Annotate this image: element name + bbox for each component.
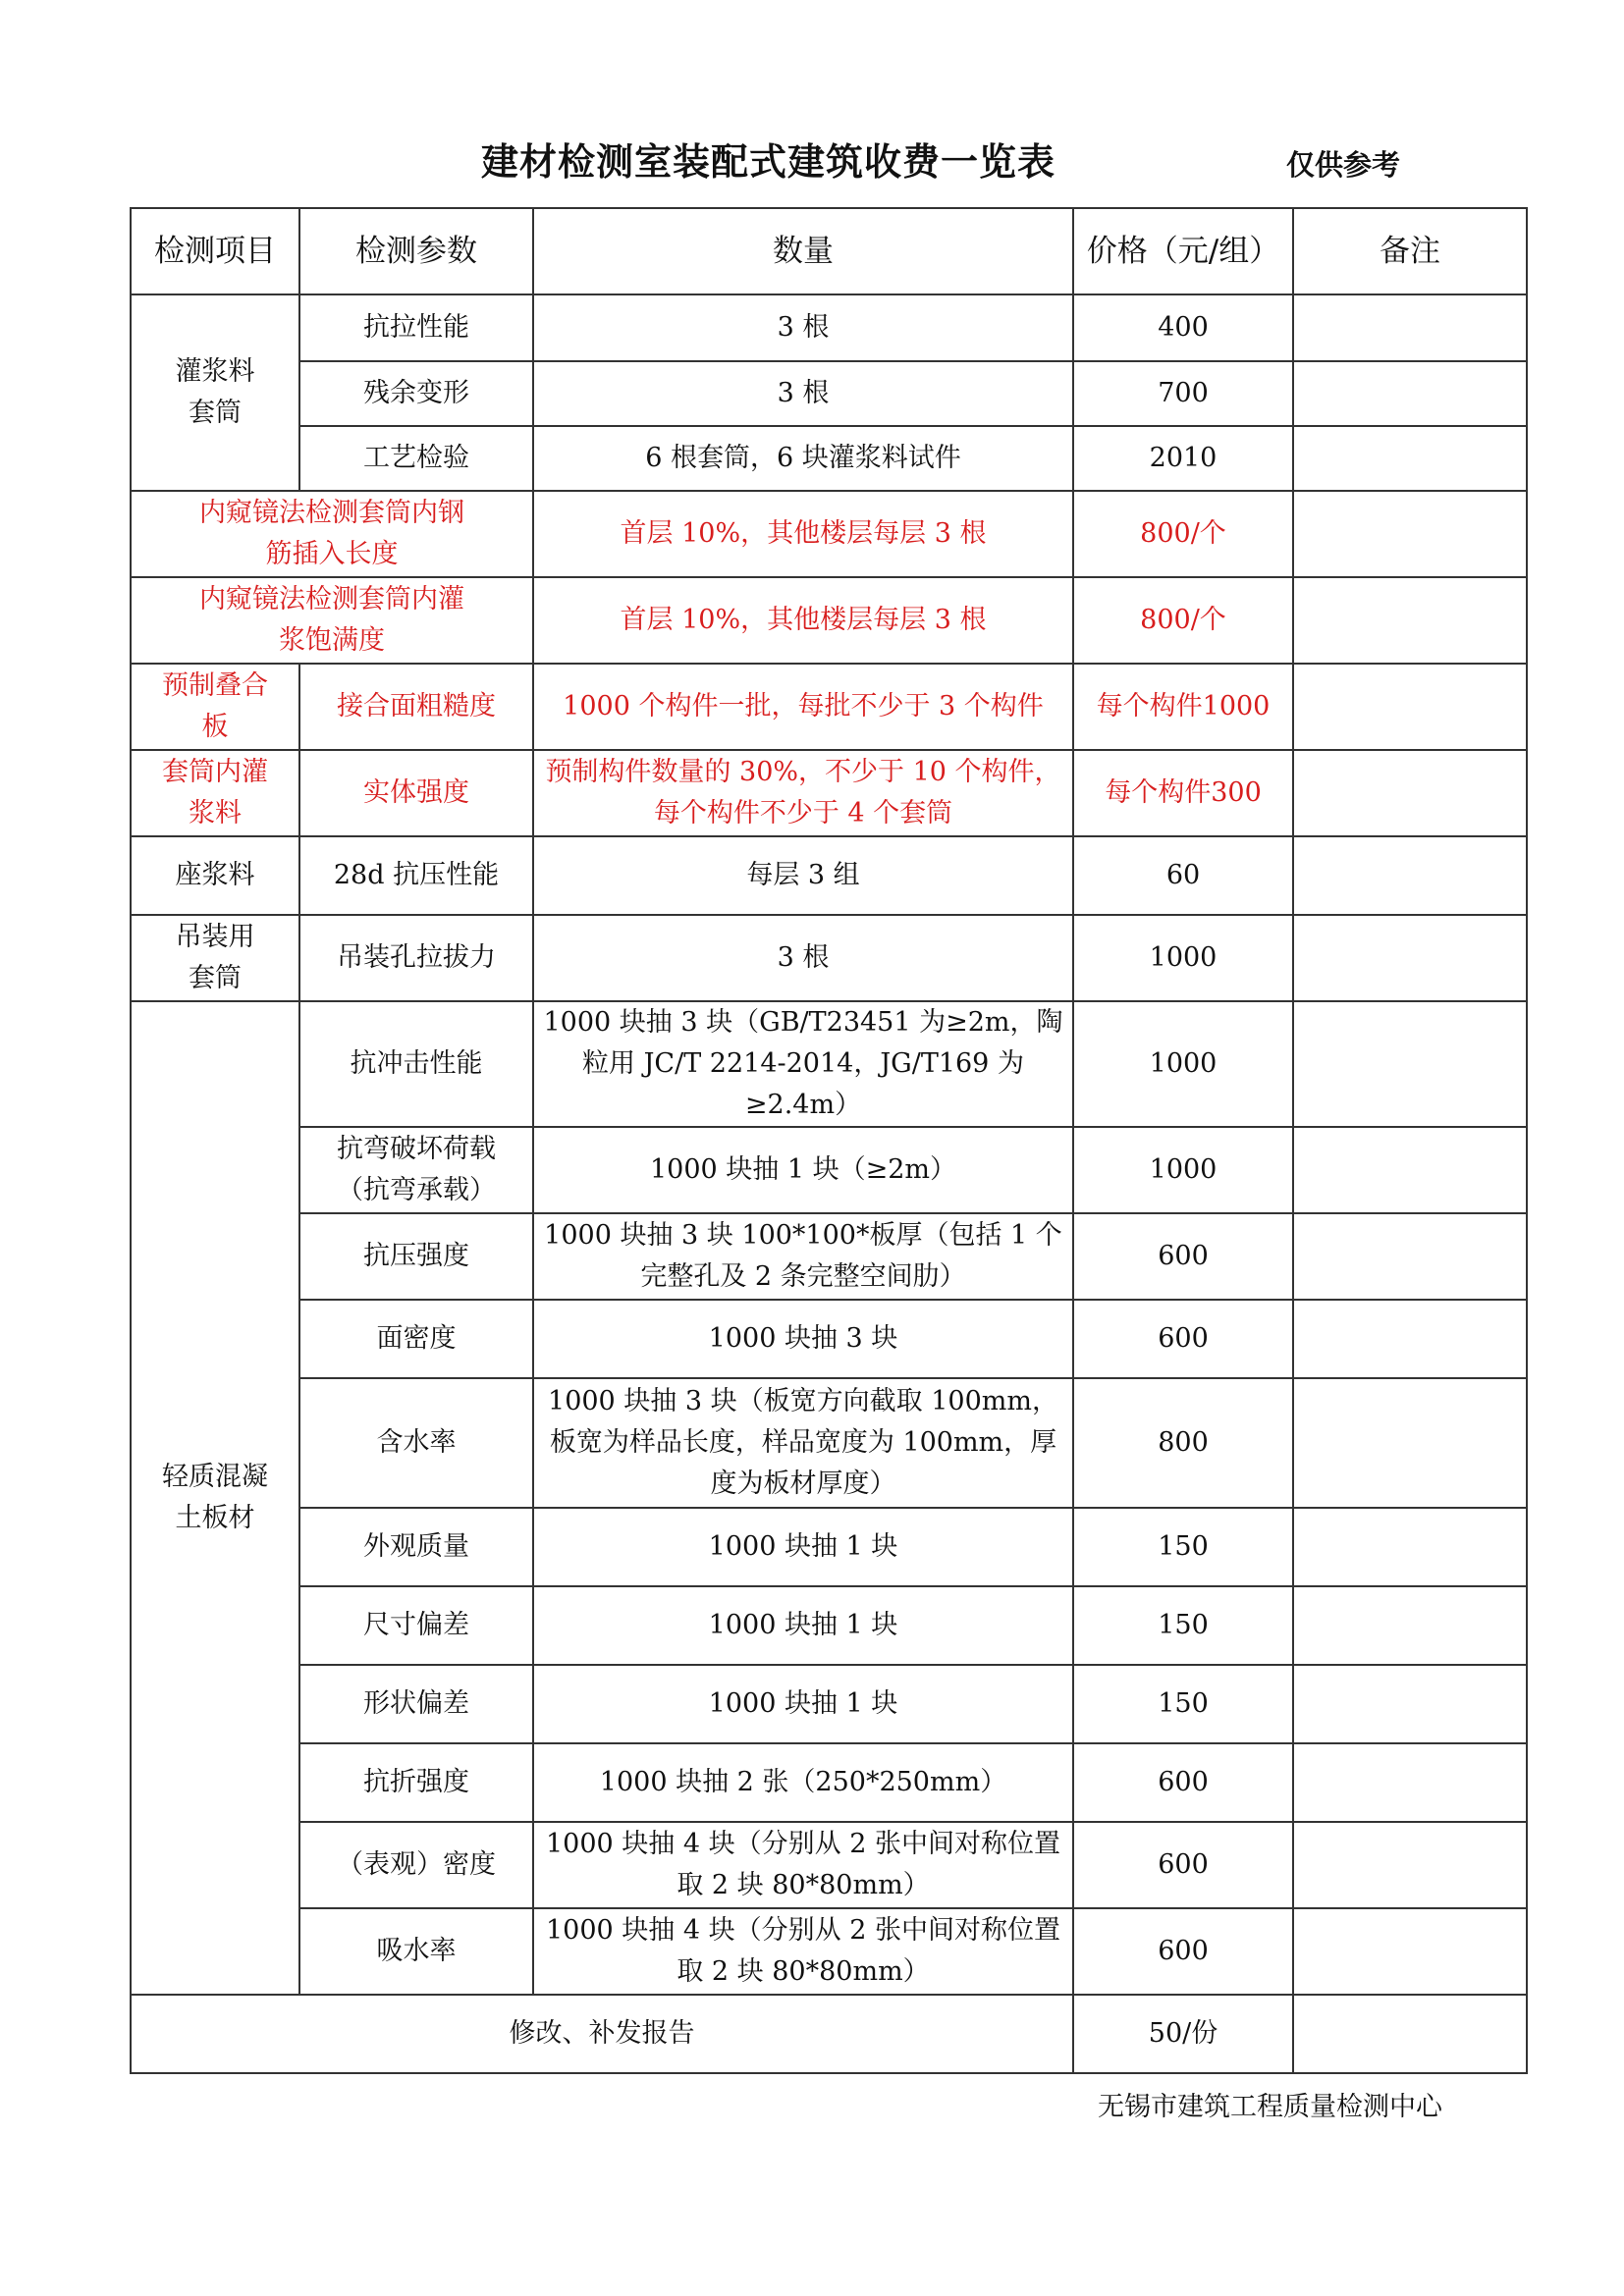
param-cell: 含水率 bbox=[299, 1378, 533, 1508]
remark-cell bbox=[1293, 1743, 1527, 1822]
price-cell: 1000 bbox=[1073, 915, 1293, 1001]
remark-cell bbox=[1293, 1822, 1527, 1908]
qty-cell: 预制构件数量的 30%，不少于 10 个构件，每个构件不少于 4 个套筒 bbox=[533, 750, 1073, 836]
remark-cell bbox=[1293, 1300, 1527, 1378]
table-header-row bbox=[131, 208, 1527, 294]
table-row bbox=[131, 1665, 1527, 1743]
qty-cell: 每层 3 组 bbox=[533, 836, 1073, 915]
remark-cell bbox=[1293, 1586, 1527, 1665]
qty-cell: 1000 块抽 1 块 bbox=[533, 1665, 1073, 1743]
qty-cell: 3 根 bbox=[533, 915, 1073, 1001]
price-cell: 800/个 bbox=[1073, 491, 1293, 577]
table-row bbox=[131, 1586, 1527, 1665]
price-cell: 每个构件1000 bbox=[1073, 664, 1293, 750]
qty-cell: 1000 块抽 3 块（板宽方向截取 100mm，板宽为样品长度，样品宽度为 100mm，厚度为板材厚度） bbox=[533, 1378, 1073, 1508]
param-cell: 抗压强度 bbox=[299, 1213, 533, 1300]
item-cell: 座浆料 bbox=[131, 836, 299, 915]
remark-cell bbox=[1293, 1508, 1527, 1586]
table-row bbox=[131, 294, 1527, 361]
remark-cell bbox=[1293, 915, 1527, 1001]
param-cell: 28d 抗压性能 bbox=[299, 836, 533, 915]
table-row bbox=[131, 1213, 1527, 1300]
price-cell: 800/个 bbox=[1073, 577, 1293, 664]
remark-cell bbox=[1293, 1665, 1527, 1743]
remark-cell bbox=[1293, 1995, 1527, 2073]
issuer-footer: 无锡市建筑工程质量检测中心 bbox=[1098, 2092, 1442, 2122]
remark-cell bbox=[1293, 836, 1527, 915]
reference-note: 仅供参考 bbox=[1286, 148, 1401, 182]
param-cell: 实体强度 bbox=[299, 750, 533, 836]
price-cell: 400 bbox=[1073, 294, 1293, 361]
remark-cell bbox=[1293, 361, 1527, 426]
param-cell: 形状偏差 bbox=[299, 1665, 533, 1743]
table-row bbox=[131, 1908, 1527, 1995]
remark-cell bbox=[1293, 664, 1527, 750]
price-cell: 每个构件300 bbox=[1073, 750, 1293, 836]
qty-cell: 1000 块抽 2 张（250*250mm） bbox=[533, 1743, 1073, 1822]
price-cell: 600 bbox=[1073, 1743, 1293, 1822]
table-row bbox=[131, 1001, 1527, 1127]
table-row bbox=[131, 1822, 1527, 1908]
item-cell: 套筒内灌浆料 bbox=[131, 750, 299, 836]
qty-cell: 首层 10%，其他楼层每层 3 根 bbox=[533, 491, 1073, 577]
remark-cell bbox=[1293, 491, 1527, 577]
price-cell: 50/份 bbox=[1073, 1995, 1293, 2073]
header-qty: 数量 bbox=[533, 208, 1073, 294]
price-cell: 600 bbox=[1073, 1908, 1293, 1995]
param-cell: 外观质量 bbox=[299, 1508, 533, 1586]
table-row bbox=[131, 1127, 1527, 1213]
param-cell: 吊装孔拉拔力 bbox=[299, 915, 533, 1001]
remark-cell bbox=[1293, 1127, 1527, 1213]
header-item: 检测项目 bbox=[131, 208, 299, 294]
table-row bbox=[131, 750, 1527, 836]
table-row bbox=[131, 1995, 1527, 2073]
table-row bbox=[131, 1508, 1527, 1586]
price-cell: 600 bbox=[1073, 1213, 1293, 1300]
param-cell: 尺寸偏差 bbox=[299, 1586, 533, 1665]
param-cell: 接合面粗糙度 bbox=[299, 664, 533, 750]
qty-cell: 1000 块抽 1 块 bbox=[533, 1586, 1073, 1665]
fee-table bbox=[130, 207, 1528, 2074]
qty-cell: 1000 个构件一批，每批不少于 3 个构件 bbox=[533, 664, 1073, 750]
remark-cell bbox=[1293, 294, 1527, 361]
param-cell: 抗拉性能 bbox=[299, 294, 533, 361]
price-cell: 600 bbox=[1073, 1300, 1293, 1378]
price-cell: 150 bbox=[1073, 1586, 1293, 1665]
table-row bbox=[131, 361, 1527, 426]
qty-cell: 1000 块抽 1 块 bbox=[533, 1508, 1073, 1586]
header-remark: 备注 bbox=[1293, 208, 1527, 294]
table-row bbox=[131, 1743, 1527, 1822]
remark-cell bbox=[1293, 577, 1527, 664]
table-row bbox=[131, 836, 1527, 915]
item-cell: 修改、补发报告 bbox=[131, 1995, 1073, 2073]
remark-cell bbox=[1293, 426, 1527, 491]
price-cell: 800 bbox=[1073, 1378, 1293, 1508]
param-cell: 抗弯破坏荷载（抗弯承载） bbox=[299, 1127, 533, 1213]
document-title: 建材检测室装配式建筑收费一览表 bbox=[481, 140, 1056, 184]
param-cell: 残余变形 bbox=[299, 361, 533, 426]
header-price: 价格（元/组） bbox=[1073, 208, 1293, 294]
table-row bbox=[131, 664, 1527, 750]
table-row bbox=[131, 426, 1527, 491]
qty-cell: 3 根 bbox=[533, 361, 1073, 426]
param-cell: 吸水率 bbox=[299, 1908, 533, 1995]
item-cell: 预制叠合板 bbox=[131, 664, 299, 750]
param-cell: 抗折强度 bbox=[299, 1743, 533, 1822]
remark-cell bbox=[1293, 1213, 1527, 1300]
item-cell: 吊装用套筒 bbox=[131, 915, 299, 1001]
remark-cell bbox=[1293, 1001, 1527, 1127]
table-row bbox=[131, 491, 1527, 577]
item-cell: 轻质混凝土板材 bbox=[131, 1001, 299, 1995]
price-cell: 60 bbox=[1073, 836, 1293, 915]
remark-cell bbox=[1293, 750, 1527, 836]
param-cell: 抗冲击性能 bbox=[299, 1001, 533, 1127]
param-cell: 面密度 bbox=[299, 1300, 533, 1378]
remark-cell bbox=[1293, 1378, 1527, 1508]
item-cell: 内窥镜法检测套筒内钢筋插入长度 bbox=[131, 491, 533, 577]
price-cell: 2010 bbox=[1073, 426, 1293, 491]
table-row bbox=[131, 915, 1527, 1001]
table-row bbox=[131, 1378, 1527, 1508]
item-cell: 灌浆料套筒 bbox=[131, 294, 299, 491]
qty-cell: 6 根套筒，6 块灌浆料试件 bbox=[533, 426, 1073, 491]
qty-cell: 1000 块抽 3 块（GB/T23451 为≥2m，陶粒用 JC/T 2214-2014，JG/T169 为≥2.4m） bbox=[533, 1001, 1073, 1127]
price-cell: 150 bbox=[1073, 1665, 1293, 1743]
table-row bbox=[131, 577, 1527, 664]
qty-cell: 1000 块抽 3 块 100*100*板厚（包括 1 个完整孔及 2 条完整空间肋） bbox=[533, 1213, 1073, 1300]
table-row bbox=[131, 1300, 1527, 1378]
header-param: 检测参数 bbox=[299, 208, 533, 294]
price-cell: 1000 bbox=[1073, 1127, 1293, 1213]
price-cell: 150 bbox=[1073, 1508, 1293, 1586]
price-cell: 600 bbox=[1073, 1822, 1293, 1908]
param-cell: 工艺检验 bbox=[299, 426, 533, 491]
remark-cell bbox=[1293, 1908, 1527, 1995]
qty-cell: 1000 块抽 1 块（≥2m） bbox=[533, 1127, 1073, 1213]
price-cell: 1000 bbox=[1073, 1001, 1293, 1127]
qty-cell: 首层 10%，其他楼层每层 3 根 bbox=[533, 577, 1073, 664]
param-cell: （表观）密度 bbox=[299, 1822, 533, 1908]
price-cell: 700 bbox=[1073, 361, 1293, 426]
qty-cell: 1000 块抽 3 块 bbox=[533, 1300, 1073, 1378]
qty-cell: 1000 块抽 4 块（分别从 2 张中间对称位置取 2 块 80*80mm） bbox=[533, 1908, 1073, 1995]
item-cell: 内窥镜法检测套筒内灌浆饱满度 bbox=[131, 577, 533, 664]
qty-cell: 3 根 bbox=[533, 294, 1073, 361]
qty-cell: 1000 块抽 4 块（分别从 2 张中间对称位置取 2 块 80*80mm） bbox=[533, 1822, 1073, 1908]
